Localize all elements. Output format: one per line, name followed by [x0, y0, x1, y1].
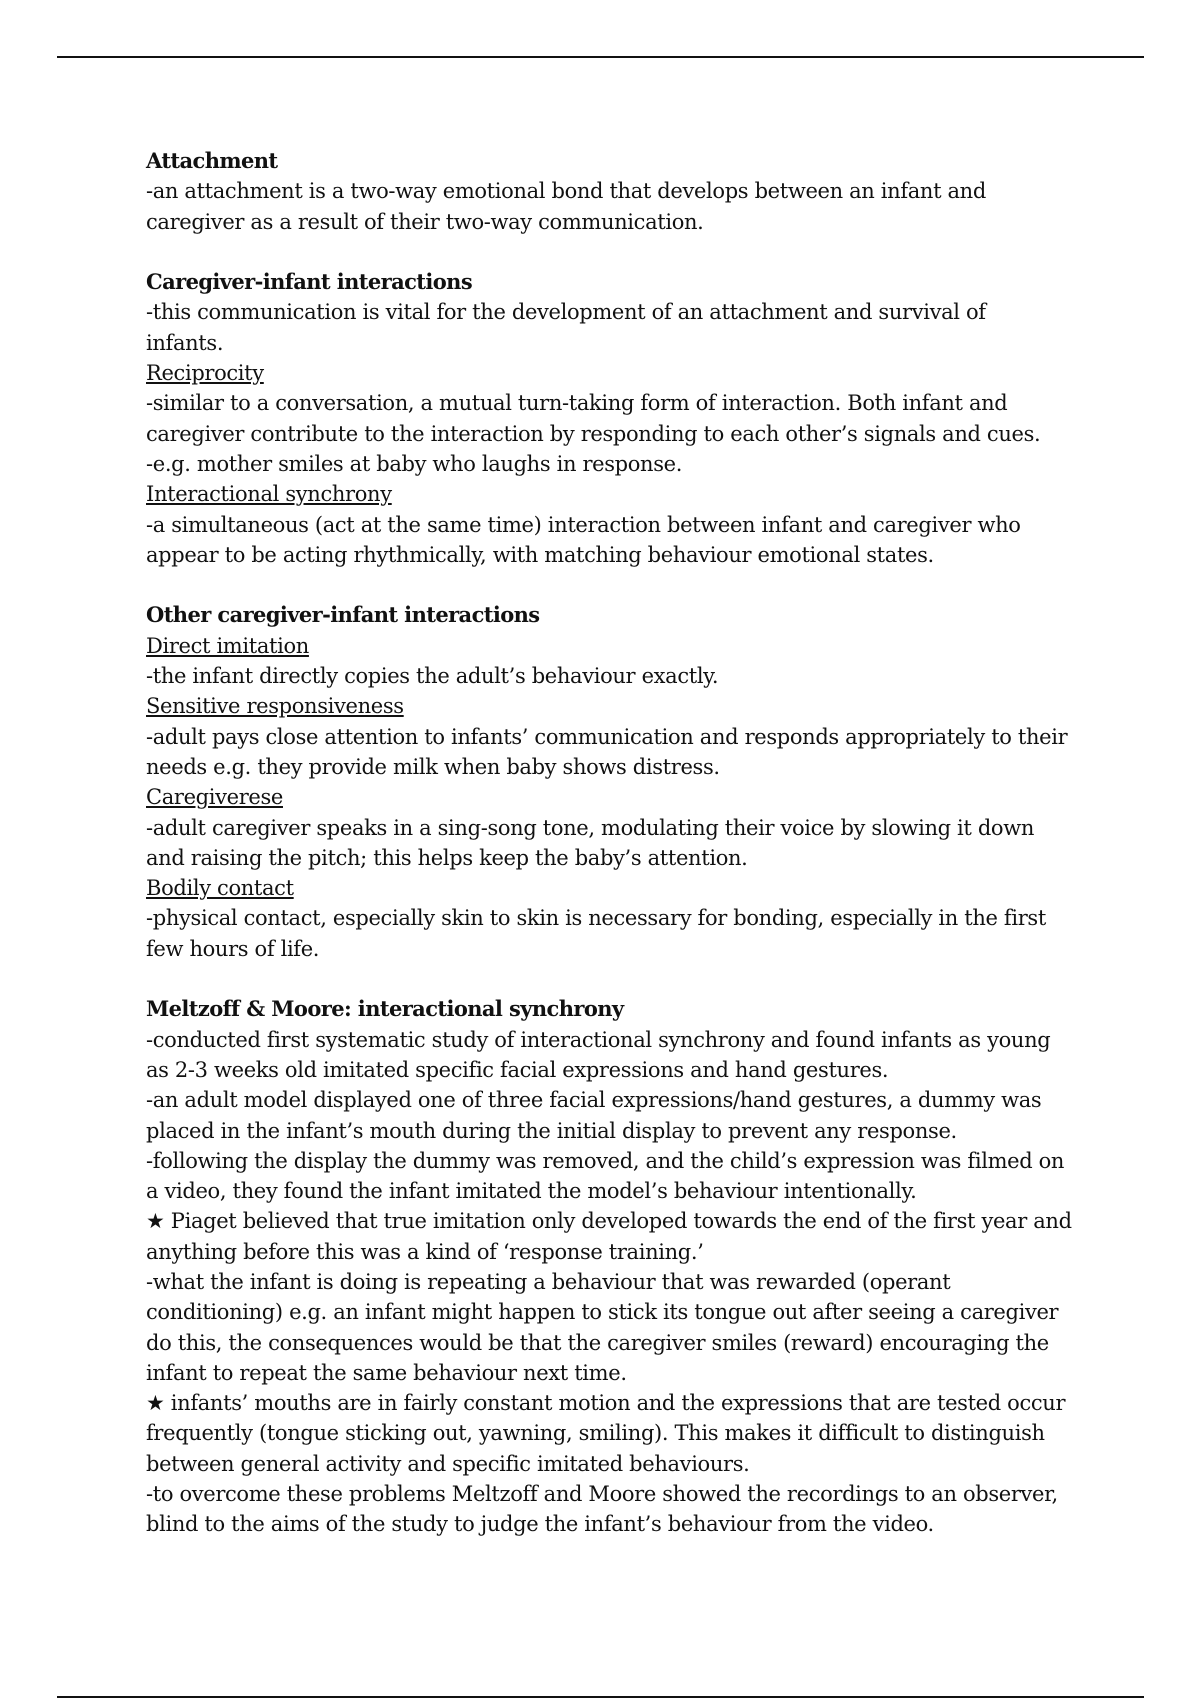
text-line: few hours of life.	[146, 936, 320, 961]
text-line: -adult pays close attention to infants’ communication and responds appropriately to their	[146, 724, 1068, 749]
text-line: placed in the infant’s mouth during the initial display to prevent any response.	[146, 1118, 957, 1143]
subsection-heading: Reciprocity	[146, 361, 264, 386]
subsection-heading: Interactional synchrony	[146, 482, 392, 507]
text-line: infant to repeat the same behaviour next time.	[146, 1360, 627, 1385]
text-line: -what the infant is doing is repeating a behaviour that was rewarded (operant	[146, 1269, 951, 1294]
text-line: a video, they found the infant imitated the model’s behaviour intentionally.	[146, 1179, 917, 1204]
text-line: -to overcome these problems Meltzoff and Moore showed the recordings to an observer,	[146, 1482, 1058, 1507]
text-line: ★ infants’ mouths are in fairly constant motion and the expressions that are tested occur	[146, 1391, 1066, 1416]
text-line: infants.	[146, 330, 224, 355]
text-line: needs e.g. they provide milk when baby shows distress.	[146, 754, 720, 779]
text-line: caregiver as a result of their two-way communication.	[146, 209, 704, 234]
text-line: -conducted first systematic study of interactional synchrony and found infants as young	[146, 1027, 1051, 1052]
text-line: -e.g. mother smiles at baby who laughs in response.	[146, 451, 683, 476]
text-line: ★ Piaget believed that true imitation only developed towards the end of the first year and	[146, 1209, 1072, 1234]
text-line: appear to be acting rhythmically, with matching behaviour emotional states.	[146, 542, 934, 567]
text-line: -a simultaneous (act at the same time) interaction between infant and caregiver who	[146, 512, 1021, 537]
text-line: -following the display the dummy was removed, and the child’s expression was filmed on	[146, 1148, 1065, 1173]
paragraph-gap	[146, 237, 1066, 267]
text-line: -this communication is vital for the development of an attachment and survival of	[146, 300, 986, 325]
subsection-heading: Caregiverese	[146, 785, 283, 810]
section-heading: Caregiver-infant interactions	[146, 269, 473, 295]
section-heading: Other caregiver-infant interactions	[146, 602, 540, 628]
section-heading: Attachment	[146, 148, 278, 173]
text-line: -similar to a conversation, a mutual turn-taking form of interaction. Both infant and	[146, 391, 1008, 416]
document-body	[146, 146, 1072, 1540]
text-line: -an adult model displayed one of three facial expressions/hand gestures, a dummy was	[146, 1088, 1042, 1113]
text-line: -the infant directly copies the adult’s behaviour exactly.	[146, 664, 719, 689]
text-line: anything before this was a kind of ‘response training.’	[146, 1239, 704, 1264]
subsection-heading: Bodily contact	[146, 876, 294, 901]
section-heading: Meltzoff & Moore: interactional synchrony	[146, 996, 624, 1022]
bottom-rule	[57, 1696, 1144, 1698]
text-line: and raising the pitch; this helps keep the baby’s attention.	[146, 845, 748, 870]
text-line: caregiver contribute to the interaction by responding to each other’s signals and cues.	[146, 421, 1041, 446]
text-line: -physical contact, especially skin to skin is necessary for bonding, especially in the first	[146, 906, 1046, 931]
text-line: -an attachment is a two-way emotional bond that develops between an infant and	[146, 179, 986, 204]
text-line: frequently (tongue sticking out, yawning, smiling). This makes it difficult to distinguish	[146, 1421, 1045, 1446]
text-line: blind to the aims of the study to judge the infant’s behaviour from the video.	[146, 1512, 934, 1537]
text-line: -adult caregiver speaks in a sing-song tone, modulating their voice by slowing it down	[146, 815, 1035, 840]
subsection-heading: Direct imitation	[146, 633, 309, 658]
paragraph-gap	[146, 570, 1066, 600]
text-line: do this, the consequences would be that the caregiver smiles (reward) encouraging the	[146, 1330, 1049, 1355]
text-line: as 2-3 weeks old imitated specific facial expressions and hand gestures.	[146, 1057, 889, 1082]
top-rule	[57, 56, 1144, 58]
text-line: between general activity and specific imitated behaviours.	[146, 1451, 750, 1476]
paragraph-gap	[146, 964, 1066, 994]
text-line: conditioning) e.g. an infant might happen to stick its tongue out after seeing a caregiver	[146, 1300, 1059, 1325]
subsection-heading: Sensitive responsiveness	[146, 694, 404, 719]
